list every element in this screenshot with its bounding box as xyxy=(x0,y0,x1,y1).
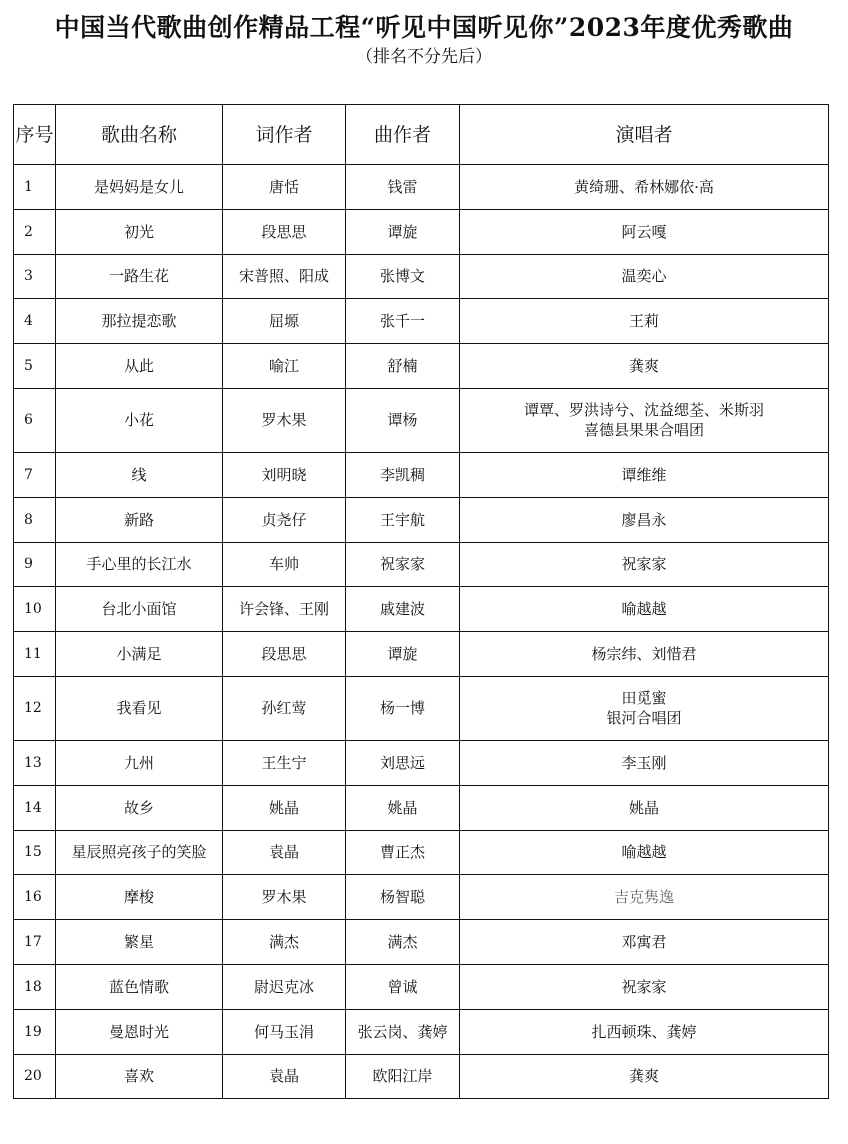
cell-song-name: 星辰照亮孩子的笑脸 xyxy=(56,830,223,875)
cell-composer: 姚晶 xyxy=(346,785,460,830)
cell-performer xyxy=(460,964,829,1009)
cell-composer: 曾诚 xyxy=(346,964,460,1009)
performer-line: 祝家家 xyxy=(621,977,667,996)
cell-song-name: 新路 xyxy=(56,497,223,542)
cell-number: 2 xyxy=(14,209,56,254)
table-row xyxy=(14,165,829,210)
cell-lyricist: 袁晶 xyxy=(223,1054,346,1099)
performer-line: 祝家家 xyxy=(621,555,667,574)
cell-composer: 张博文 xyxy=(346,254,460,299)
cell-song-name: 我看见 xyxy=(56,676,223,740)
cell-performer xyxy=(460,785,829,830)
cell-performer xyxy=(460,830,829,875)
header-song-name: 歌曲名称 xyxy=(56,105,223,165)
cell-composer: 舒楠 xyxy=(346,344,460,389)
cell-song-name: 一路生花 xyxy=(56,254,223,299)
cell-performer xyxy=(460,740,829,785)
cell-composer: 满杰 xyxy=(346,920,460,965)
cell-number: 9 xyxy=(14,542,56,587)
cell-lyricist: 段思思 xyxy=(223,632,346,677)
cell-song-name: 喜欢 xyxy=(56,1054,223,1099)
cell-song-name: 摩梭 xyxy=(56,875,223,920)
cell-composer: 杨一博 xyxy=(346,676,460,740)
cell-lyricist: 满杰 xyxy=(223,920,346,965)
cell-performer xyxy=(460,587,829,632)
table-row xyxy=(14,542,829,587)
cell-performer xyxy=(460,497,829,542)
cell-song-name: 繁星 xyxy=(56,920,223,965)
table-row xyxy=(14,740,829,785)
cell-composer: 谭旋 xyxy=(346,632,460,677)
performer-line: 姚晶 xyxy=(628,798,659,817)
performer-line: 王莉 xyxy=(628,312,659,331)
cell-song-name: 线 xyxy=(56,452,223,497)
cell-performer xyxy=(460,1009,829,1054)
cell-lyricist: 罗木果 xyxy=(223,875,346,920)
cell-lyricist: 何马玉涓 xyxy=(223,1009,346,1054)
performer-line: 龚爽 xyxy=(628,357,659,376)
cell-song-name: 小满足 xyxy=(56,632,223,677)
cell-composer: 谭杨 xyxy=(346,388,460,452)
table-row xyxy=(14,785,829,830)
cell-performer xyxy=(460,299,829,344)
performer-line: 龚爽 xyxy=(628,1067,659,1086)
table-row xyxy=(14,299,829,344)
performer-line: 扎西顿珠、龚婷 xyxy=(591,1022,697,1041)
performer-line: 喻越越 xyxy=(621,600,667,619)
table-row xyxy=(14,1009,829,1054)
cell-performer xyxy=(460,1054,829,1099)
cell-number: 3 xyxy=(14,254,56,299)
cell-lyricist: 刘明晓 xyxy=(223,452,346,497)
cell-number: 16 xyxy=(14,875,56,920)
cell-composer: 刘思远 xyxy=(346,740,460,785)
table-row xyxy=(14,388,829,452)
cell-number: 1 xyxy=(14,165,56,210)
table-row xyxy=(14,632,829,677)
table-row xyxy=(14,452,829,497)
cell-composer: 谭旋 xyxy=(346,209,460,254)
cell-lyricist: 车帅 xyxy=(223,542,346,587)
cell-number: 4 xyxy=(14,299,56,344)
cell-number: 17 xyxy=(14,920,56,965)
cell-number: 13 xyxy=(14,740,56,785)
cell-composer: 王宇航 xyxy=(346,497,460,542)
cell-composer: 杨智聪 xyxy=(346,875,460,920)
cell-number: 19 xyxy=(14,1009,56,1054)
performer-line: 喜德县果果合唱团 xyxy=(583,421,704,440)
cell-lyricist: 尉迟克冰 xyxy=(223,964,346,1009)
cell-composer: 李凯稠 xyxy=(346,452,460,497)
table-row xyxy=(14,497,829,542)
document-title: 中国当代歌曲创作精品工程“听见中国听见你”2023年度优秀歌曲 xyxy=(54,13,794,42)
cell-lyricist: 许会锋、王刚 xyxy=(223,587,346,632)
cell-lyricist: 王生宁 xyxy=(223,740,346,785)
cell-composer: 欧阳江岸 xyxy=(346,1054,460,1099)
cell-performer xyxy=(460,920,829,965)
cell-performer xyxy=(460,344,829,389)
cell-performer xyxy=(460,632,829,677)
cell-lyricist: 罗木果 xyxy=(223,388,346,452)
table-row xyxy=(14,920,829,965)
cell-lyricist: 唐恬 xyxy=(223,165,346,210)
table-row xyxy=(14,209,829,254)
performer-line: 黄绮珊、希林娜依·高 xyxy=(574,177,714,196)
performer-line: 李玉刚 xyxy=(621,753,667,772)
table-row xyxy=(14,344,829,389)
cell-performer xyxy=(460,209,829,254)
cell-song-name: 故乡 xyxy=(56,785,223,830)
cell-number: 8 xyxy=(14,497,56,542)
performer-line: 谭覃、罗洪诗兮、沈益缌荃、米斯羽 xyxy=(523,401,764,420)
table-row xyxy=(14,254,829,299)
cell-lyricist: 屈塬 xyxy=(223,299,346,344)
table-row xyxy=(14,964,829,1009)
document-subtitle: （排名不分先后） xyxy=(356,47,492,67)
cell-song-name: 那拉提恋歌 xyxy=(56,299,223,344)
cell-performer xyxy=(460,452,829,497)
table-row xyxy=(14,830,829,875)
performer-line: 喻越越 xyxy=(621,843,667,862)
performer-line: 邓寓君 xyxy=(621,933,667,952)
cell-number: 10 xyxy=(14,587,56,632)
cell-lyricist: 段思思 xyxy=(223,209,346,254)
table-row xyxy=(14,587,829,632)
header-lyricist: 词作者 xyxy=(223,105,346,165)
performer-line: 温奕心 xyxy=(621,267,667,286)
table-row xyxy=(14,1054,829,1099)
performer-line: 田觅蜜 xyxy=(621,689,667,708)
cell-performer xyxy=(460,875,829,920)
cell-song-name: 初光 xyxy=(56,209,223,254)
cell-song-name: 从此 xyxy=(56,344,223,389)
performer-line: 吉克隽逸 xyxy=(613,888,674,907)
cell-lyricist: 袁晶 xyxy=(223,830,346,875)
cell-number: 18 xyxy=(14,964,56,1009)
cell-lyricist: 姚晶 xyxy=(223,785,346,830)
cell-composer: 曹正杰 xyxy=(346,830,460,875)
cell-performer xyxy=(460,676,829,740)
cell-number: 7 xyxy=(14,452,56,497)
cell-song-name: 是妈妈是女儿 xyxy=(56,165,223,210)
performer-line: 杨宗纬、刘惜君 xyxy=(591,645,697,664)
cell-composer: 祝家家 xyxy=(346,542,460,587)
cell-performer xyxy=(460,254,829,299)
cell-lyricist: 宋普照、阳成 xyxy=(223,254,346,299)
performer-line: 谭维维 xyxy=(621,465,667,484)
header-composer: 曲作者 xyxy=(346,105,460,165)
header-number: 序号 xyxy=(14,105,56,165)
cell-song-name: 手心里的长江水 xyxy=(56,542,223,587)
header-performer: 演唱者 xyxy=(460,105,829,165)
cell-number: 5 xyxy=(14,344,56,389)
performer-line: 银河合唱团 xyxy=(606,709,682,728)
cell-composer: 钱雷 xyxy=(346,165,460,210)
table-row xyxy=(14,676,829,740)
cell-number: 15 xyxy=(14,830,56,875)
table-header-row xyxy=(14,105,829,165)
cell-lyricist: 贞尧仔 xyxy=(223,497,346,542)
cell-composer: 张云岗、龚婷 xyxy=(346,1009,460,1054)
cell-song-name: 台北小面馆 xyxy=(56,587,223,632)
cell-lyricist: 喻江 xyxy=(223,344,346,389)
cell-composer: 戚建波 xyxy=(346,587,460,632)
cell-lyricist: 孙红莺 xyxy=(223,676,346,740)
cell-song-name: 曼恩时光 xyxy=(56,1009,223,1054)
cell-number: 20 xyxy=(14,1054,56,1099)
cell-performer xyxy=(460,542,829,587)
cell-number: 6 xyxy=(14,388,56,452)
cell-song-name: 小花 xyxy=(56,388,223,452)
performer-line: 阿云嘎 xyxy=(621,222,667,241)
cell-performer xyxy=(460,388,829,452)
cell-performer xyxy=(460,165,829,210)
table-row xyxy=(14,875,829,920)
cell-composer: 张千一 xyxy=(346,299,460,344)
cell-number: 12 xyxy=(14,676,56,740)
songs-table xyxy=(13,104,829,1099)
cell-song-name: 九州 xyxy=(56,740,223,785)
cell-song-name: 蓝色情歌 xyxy=(56,964,223,1009)
cell-number: 11 xyxy=(14,632,56,677)
performer-line: 廖昌永 xyxy=(621,510,667,529)
cell-number: 14 xyxy=(14,785,56,830)
